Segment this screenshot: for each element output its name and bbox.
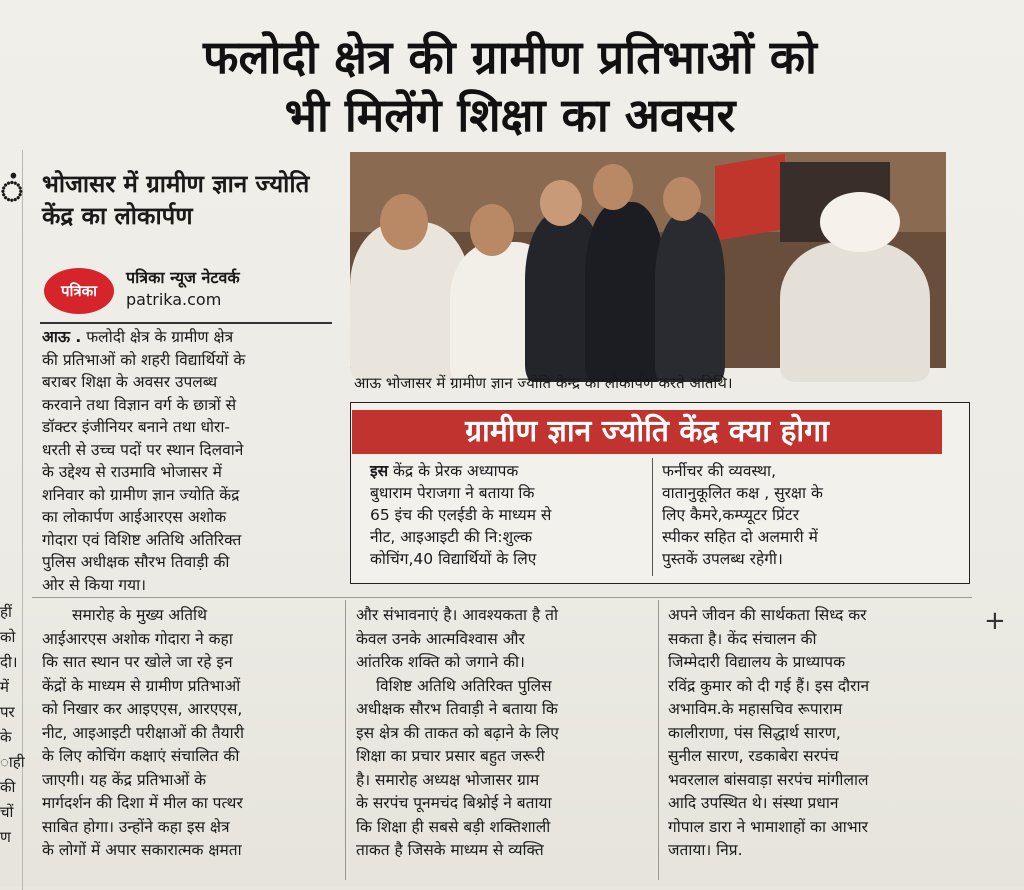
edge-fragment: ण (0, 828, 11, 846)
dateline: आऊ . (42, 328, 82, 346)
body-line: के लिए कोचिंग कक्षाएं संचालित की (42, 747, 240, 765)
body-line: आंतरिक शक्ति को जगाने की। (356, 653, 525, 671)
box-line: 65 इंच की एलईडी के माध्यम से (370, 506, 552, 524)
body-line: भवरलाल बांसवाड़ा सरपंच मांगीलाल (668, 770, 869, 789)
box-line: कोचिंग,40 विद्यार्थियों के लिए (370, 550, 537, 568)
lead-line: की प्रतिभाओं को शहरी विद्यार्थियों के (42, 350, 246, 369)
body-line: मार्गदर्शन की दिशा में मील का पत्थर (42, 794, 243, 812)
byline-network: पत्रिका न्यूज नेटवर्क (126, 268, 240, 287)
body-line: विशिष्ट अतिथि अतिरिक्त पुलिस (376, 676, 552, 695)
body-line: सकता है। केंद संचालन की (668, 629, 817, 648)
body-column-2 (356, 604, 646, 863)
body-line: कि सात स्थान पर खोले जा रहे इन (42, 653, 233, 671)
box-line: लिए कैमरे,कम्प्यूटर प्रिंटर (662, 506, 800, 524)
body-line: है। समारोह अध्यक्ष भोजासर ग्राम (356, 770, 540, 789)
body-line: सुनील सारण, रडकाबेरा सरपंच (668, 747, 839, 765)
edge-fragment: पर (0, 703, 15, 721)
box-line: पुस्तकें उपलब्ध रहेगी। (662, 550, 783, 568)
box-line: नीट, आइआइटी की नि:शुल्क (370, 528, 533, 546)
edge-fragment: चों (0, 803, 14, 821)
box-line: फर्नीचर की व्यवस्था, (662, 462, 776, 480)
adjacent-column-edge (0, 150, 23, 890)
body-line: केवल उनके आत्मविश्वास और (356, 629, 525, 648)
body-line: समारोह के मुख्य अतिथि (72, 606, 207, 624)
edge-fragment: ाही (0, 753, 25, 771)
headline (40, 28, 980, 144)
body-line: के लोगों में अपार सकारात्मक क्षमता (42, 841, 242, 859)
box-line: इस केंद्र के प्रेरक अध्यापक (370, 462, 519, 480)
headline-line-2: भी मिलेंगे शिक्षा का अवसर (284, 88, 736, 142)
body-line: गोपाल डारा ने भामाशाहों का आभार (668, 817, 868, 836)
column-rule (345, 600, 346, 880)
lead-line: पुलिस अधीक्षक सौरभ तिवाड़ी की (42, 553, 230, 571)
body-line: आईआरएस अशोक गोदारा ने कहा (42, 629, 233, 648)
lead-line: आऊ . फलोदी क्षेत्र के ग्रामीण क्षेत्र (42, 328, 234, 346)
lead-line: का लोकार्पण आईआरएस अशोक (42, 508, 227, 526)
box-divider (652, 458, 653, 576)
lead-line: के उद्देश्य से राउमावि भोजासर में (42, 463, 222, 481)
body-line: अपने जीवन की सार्थकता सिध्द कर (668, 606, 867, 624)
lead-line: गोदारा एवं विशिष्ट अतिथि अतिरिक्त (42, 530, 242, 549)
body-column-1 (42, 604, 332, 863)
body-line: को निखार कर आइएएस, आरएएस, (42, 700, 243, 718)
edge-fragment: में (0, 678, 9, 696)
registration-mark-icon: + (984, 606, 1006, 636)
body-line: कि शिक्षा ही सबसे बड़ी शक्तिशाली (356, 817, 551, 836)
body-line: के सरपंच पूनमचंद बिश्नोई ने बताया (356, 794, 552, 812)
edge-fragment: दी। (0, 653, 18, 671)
body-line: जताया। निप्र. (668, 841, 743, 859)
body-line: अभाविम.के महासचिव रूपाराम (668, 700, 843, 718)
body-line: कालीराणा, पंस सिद्धार्थ सारण, (668, 723, 841, 742)
adjacent-headline-fragment: ं (0, 167, 24, 213)
info-box-right (662, 460, 952, 570)
body-line: इस क्षेत्र की ताकत को बढ़ाने के लिए (356, 723, 559, 742)
body-column-3 (668, 604, 968, 863)
section-rule (32, 597, 972, 598)
info-box-left (370, 460, 645, 570)
lead-line: डॉक्टर इंजीनियर बनाने तथा धोरा- (42, 418, 231, 436)
lead-line: ओर से किया गया। (42, 575, 146, 594)
body-line: और संभावनाएं है। आवश्यकता है तो (356, 606, 559, 624)
box-line: बुधाराम पेराजगा ने बताया कि (370, 484, 535, 502)
sub-headline: भोजासर में ग्रामीण ज्ञान ज्योति केंद्र का लोकार्पण (42, 170, 310, 230)
body-line: ताकत है जिसके माध्यम से व्यक्ति (356, 841, 544, 859)
edge-fragment: हीं (0, 603, 12, 621)
body-line: अधीक्षक सौरभ तिवाड़ी ने बताया कि (356, 700, 558, 718)
lead-line: शनिवार को ग्रामीण ज्ञान ज्योति केंद्र (42, 485, 240, 504)
box-line: स्पीकर सहित दो अलमारी में (662, 528, 818, 546)
lead-line: करवाने तथा विज्ञान वर्ग के छात्रों से (42, 395, 237, 414)
body-line: शिक्षा का प्रचार प्रसार बहुत जरूरी (356, 747, 545, 765)
byline-rule (40, 322, 332, 324)
body-line: जिम्मेदारी विद्यालय के प्राध्यापक (668, 653, 845, 671)
body-line: आदि उपस्थित थे। संस्था प्रधान (668, 794, 839, 812)
lead-line: धरती से उच्च पदों पर स्थान दिलवाने (42, 440, 244, 459)
box-line: वातानुकूलित कक्ष , सुरक्षा के (662, 484, 823, 502)
body-line: रविंद्र कुमार को दी गई हैं। इस दौरान (668, 676, 870, 695)
info-box-title: ग्रामीण ज्ञान ज्योति केंद्र क्या होगा (352, 410, 942, 454)
lead-paragraph (42, 326, 332, 596)
body-line: जाएगी। यह केंद्र प्रतिभाओं के (42, 770, 207, 789)
patrika-logo: पत्रिका (44, 268, 114, 314)
body-line: साबित होगा। उन्होंने कहा इस क्षेत्र (42, 817, 230, 836)
body-line: नीट, आइआइटी परीक्षाओं की तैयारी (42, 723, 245, 742)
body-line: केंद्रों के माध्यम से ग्रामीण प्रतिभाओं (42, 676, 241, 695)
photo-caption: आऊ भोजासर में ग्रामीण ज्ञान ज्योति केन्द्र का लोकार्पण करते अतिथि। (354, 374, 733, 392)
headline-line-1: फलोदी क्षेत्र की ग्रामीण प्रतिभाओं को (203, 30, 817, 84)
edge-fragment: की (0, 778, 16, 796)
event-photo (350, 152, 946, 368)
edge-fragment: के (0, 728, 12, 746)
lead-line: बराबर शिक्षा के अवसर उपलब्ध (42, 373, 218, 391)
column-rule (658, 600, 659, 880)
edge-fragment: को (0, 628, 16, 646)
byline-site: patrika.com (126, 290, 222, 309)
box-lead-word: इस (370, 462, 389, 480)
